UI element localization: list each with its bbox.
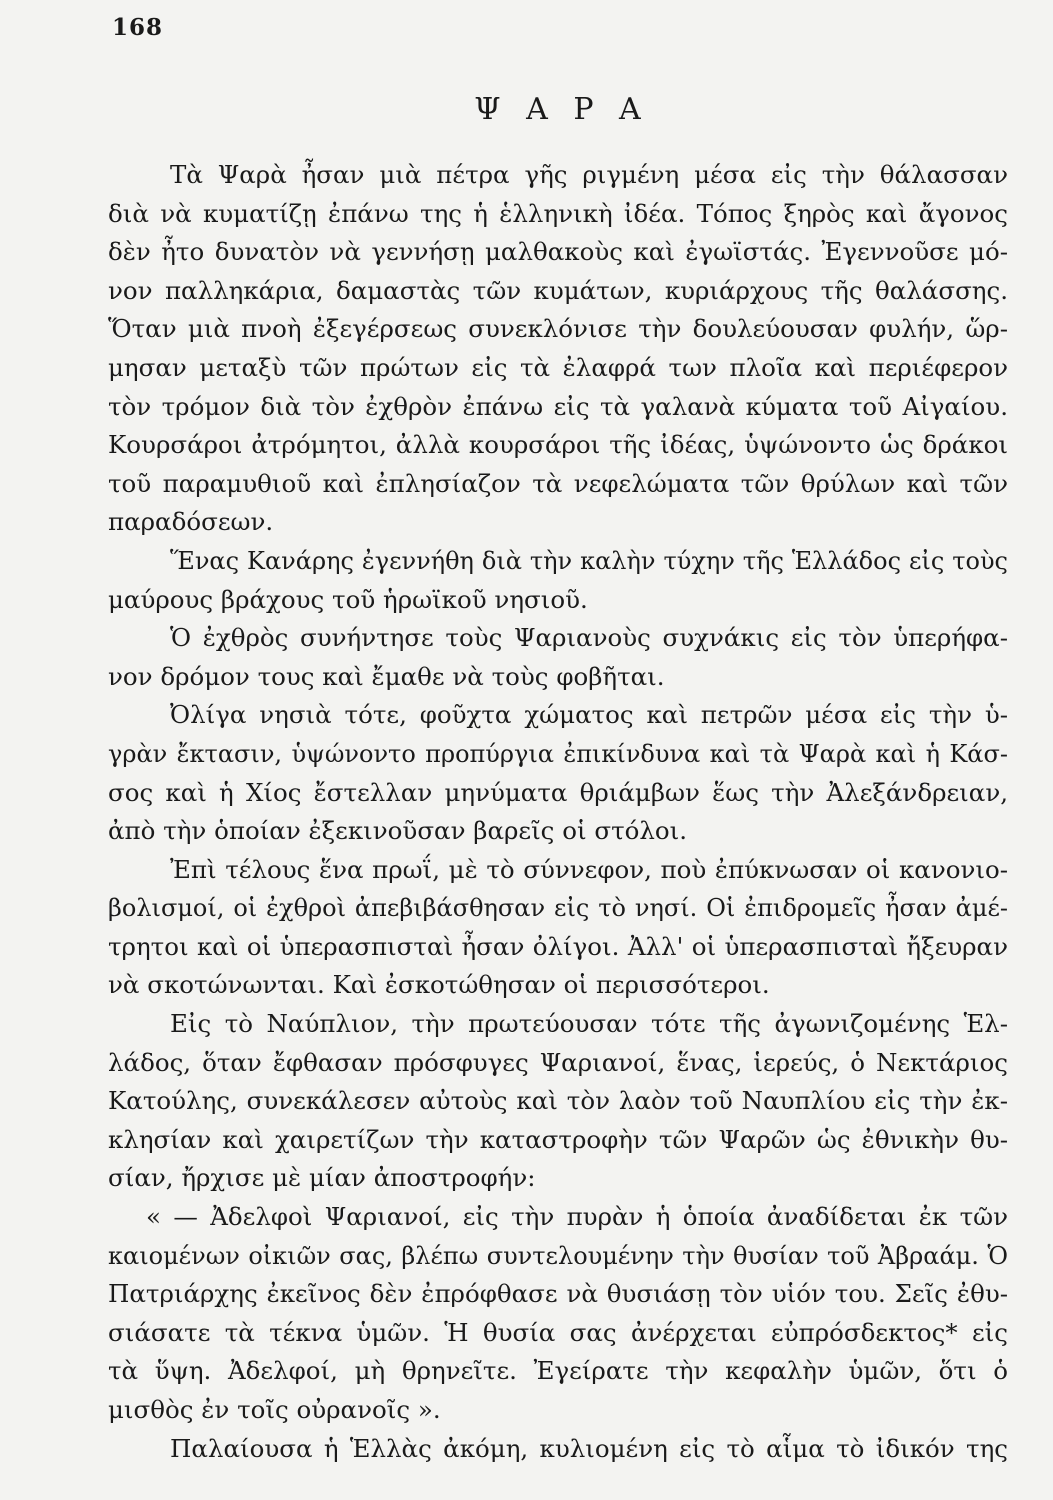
text-line: δὲν ἦτο δυνατὸν νὰ γεννήσῃ μαλθακοὺς καὶ ἐγωϊστάς. Ἐγεννοῦσε μό- xyxy=(108,237,1008,267)
text-line: ἀπὸ τὴν ὁποίαν ἐξεκινοῦσαν βαρεῖς οἱ στόλοι. xyxy=(108,816,688,846)
text-line: Ὀλίγα νησιὰ τότε, φοῦχτα χώματος καὶ πετρῶν μέσα εἰς τὴν ὑ- xyxy=(170,700,1008,730)
text-line: τρητοι καὶ οἱ ὑπερασπισταὶ ἦσαν ὀλίγοι. Ἀλλ' οἱ ὑπερασπισταὶ ἤξευραν xyxy=(108,931,1008,961)
text-line: Ὅταν μιὰ πνοὴ ἐξεγέρσεως συνεκλόνισε τὴν δουλεύουσαν φυλήν, ὥρ- xyxy=(108,314,1008,344)
text-line: νον δρόμον τους καὶ ἔμαθε νὰ τοὺς φοβῆται. xyxy=(108,661,665,691)
text-line: σίαν, ἤρχισε μὲ μίαν ἀποστροφήν: xyxy=(108,1163,536,1193)
text-line: βολισμοί, οἱ ἐχθροὶ ἀπεβιβάσθησαν εἰς τὸ νησί. Οἱ ἐπιδρομεῖς ἦσαν ἀμέ- xyxy=(108,894,1008,923)
text-line: Ἕνας Κανάρης ἐγεννήθη διὰ τὴν καλὴν τύχην τῆς Ἑλλάδος εἰς τοὺς xyxy=(170,546,1008,575)
text-line: Ἐπὶ τέλους ἕνα πρωΐ, μὲ τὸ σύννεφον, ποὺ ἐπύκνωσαν οἱ κανονιο- xyxy=(170,854,1008,884)
text-line: τὰ ὕψη. Ἀδελφοί, μὴ θρηνεῖτε. Ἐγείρατε τὴν κεφαλὴν ὑμῶν, ὅτι ὁ xyxy=(108,1356,1008,1386)
text-line: κλησίαν καὶ χαιρετίζων τὴν καταστροφὴν τῶν Ψαρῶν ὡς ἐθνικὴν θυ- xyxy=(108,1124,1008,1154)
text-line: γρὰν ἔκτασιν, ὑψώνοντο προπύργια ἐπικίνδυνα καὶ τὰ Ψαρὰ καὶ ἡ Κάσ- xyxy=(108,739,1008,768)
text-line: Εἰς τὸ Ναύπλιον, τὴν πρωτεύουσαν τότε τῆς ἀγωνιζομένης Ἑλ- xyxy=(170,1009,1008,1039)
text-line: μαύρους βράχους τοῦ ἡρωϊκοῦ νησιοῦ. xyxy=(108,584,588,614)
text-line: Κουρσάροι ἀτρόμητοι, ἀλλὰ κουρσάροι τῆς ἰδέας, ὑψώνοντο ὡς δράκοι xyxy=(108,430,1008,460)
text-line: Κατούλης, συνεκάλεσεν αὐτοὺς καὶ τὸν λαὸν τοῦ Ναυπλίου εἰς τὴν ἐκ- xyxy=(108,1086,1008,1116)
text-line: « — Ἀδελφοὶ Ψαριανοί, εἰς τὴν πυρὰν ἡ ὁποία ἀναδίδεται ἐκ τῶν xyxy=(146,1202,1008,1232)
text-line: Παλαίουσα ἡ Ἑλλὰς ἀκόμη, κυλιομένη εἰς τὸ αἷμα τὸ ἰδικόν της xyxy=(170,1433,1008,1463)
text-line: Πατριάρχης ἐκεῖνος δὲν ἐπρόφθασε νὰ θυσιάσῃ τὸν υἱόν του. Σεῖς ἐθυ- xyxy=(108,1279,1008,1309)
text-line: νὰ σκοτώνωνται. Καὶ ἐσκοτώθησαν οἱ περισσότεροι. xyxy=(108,970,770,1000)
text-line: Ὁ ἐχθρὸς συνήντησε τοὺς Ψαριανοὺς συχνάκις εἰς τὸν ὑπερήφα- xyxy=(170,623,1008,653)
page-number: 168 xyxy=(112,14,164,41)
text-line: Τὰ Ψαρὰ ἦσαν μιὰ πέτρα γῆς ριγμένη μέσα εἰς τὴν θάλασσαν xyxy=(170,160,1008,189)
text-line: τὸν τρόμον διὰ τὸν ἐχθρὸν ἐπάνω εἰς τὰ γαλανὰ κύματα τοῦ Αἰγαίου. xyxy=(108,391,1008,421)
body-text xyxy=(108,156,1008,1468)
text-line: νον παλληκάρια, δαμαστὰς τῶν κυμάτων, κυριάρχους τῆς θαλάσσης. xyxy=(108,275,1008,305)
chapter-title: Ψ Α Ρ Α xyxy=(474,92,649,127)
text-line: τοῦ παραμυθιοῦ καὶ ἐπλησίαζον τὰ νεφελώματα τῶν θρύλων καὶ τῶν xyxy=(108,468,1008,498)
text-line: παραδόσεων. xyxy=(108,507,274,537)
text-line: διὰ νὰ κυματίζῃ ἐπάνω της ἡ ἑλληνικὴ ἰδέα. Τόπος ξηρὸς καὶ ἄγονος xyxy=(108,198,1008,228)
text-line: μισθὸς ἐν τοῖς οὐρανοῖς ». xyxy=(108,1395,441,1424)
text-line: καιομένων οἰκιῶν σας, βλέπω συντελουμένην τὴν θυσίαν τοῦ Ἀβραάμ. Ὁ xyxy=(108,1241,1008,1270)
text-line: λάδος, ὅταν ἔφθασαν πρόσφυγες Ψαριανοί, ἕνας, ἱερεύς, ὁ Νεκτάριος xyxy=(108,1047,1008,1077)
text-line: μησαν μεταξὺ τῶν πρώτων εἰς τὰ ἐλαφρά των πλοῖα καὶ περιέφερον xyxy=(108,352,1008,382)
text-line: σος καὶ ἡ Χίος ἔστελλαν μηνύματα θριάμβων ἕως τὴν Ἀλεξάνδρειαν, xyxy=(108,777,1008,807)
text-line: σιάσατε τὰ τέκνα ὑμῶν. Ἡ θυσία σας ἀνέρχεται εὐπρόσδεκτος* εἰς xyxy=(108,1317,1008,1347)
